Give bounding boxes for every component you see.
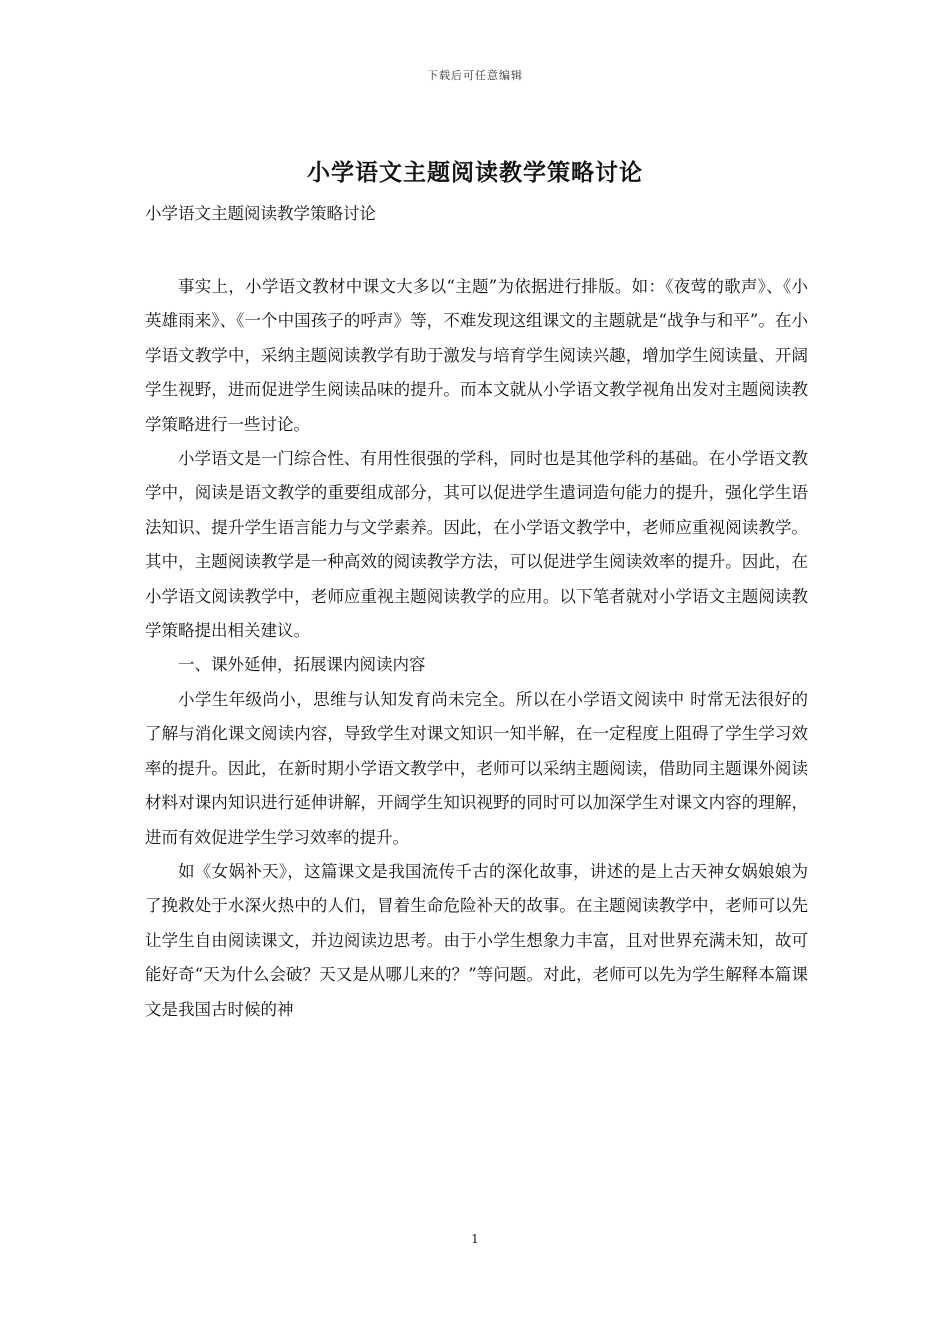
header-note: 下载后可任意编辑 [427,69,523,82]
document-subtitle: 小学语文主题阅读教学策略讨论 [145,204,376,223]
paragraph: 如《女娲补天》，这篇课文是我国流传千古的深化故事，讲述的是上古天神女娲娘娘为了挽救处于水深火热中的人们，冒着生命危险补天的故事。在主题阅读教学中，老师可以先让学生自由阅读课文，并边阅读边思考。由于小学生想象力丰富，且对世界充满未知，故可能好奇“天为什么会破？天又是从哪儿来的？”等问题。对此，老师可以先为学生解释本篇课文是我国古时候的神 [145,861,808,1019]
document-title: 小学语文主题阅读教学策略讨论 [307,159,643,186]
document-body [145,270,808,1027]
paragraph: 小学生年级尚小，思维与认知发育尚未完全。所以在小学语文阅读中 时常无法很好的了解与消化课文阅读内容，导致学生对课文知识一知半解，在一定程度上阻碍了学生学习效率的提升。因此，在新时期小学语文教学中，老师可以采纳主题阅读，借助同主题课外阅读材料对课内知识进行延伸讲解，开阔学生知识视野的同时可以加深学生对课文内容的理解，进而有效促进学生学习效率的提升。 [145,689,808,847]
page-number: 1 [471,1232,479,1246]
paragraph: 事实上，小学语文教材中课文大多以“主题”为依据进行排版。如：《夜莺的歌声》、《小英雄雨来》、《一个中国孩子的呼声》等，不难发现这组课文的主题就是“战争与和平”。在小学语文教学中，采纳主题阅读教学有助于激发与培育学生阅读兴趣，增加学生阅读量、开阔学生视野，进而促进学生阅读品味的提升。而本文就从小学语文教学视角出发对主题阅读教学策略进行一些讨论。 [145,277,808,434]
paragraph: 小学语文是一门综合性、有用性很强的学科，同时也是其他学科的基础。在小学语文教学中，阅读是语文教学的重要组成部分，其可以促进学生遣词造句能力的提升，强化学生语法知识、提升学生语言能力与文学素养。因此，在小学语文教学中，老师应重视阅读教学。其中，主题阅读教学是一种高效的阅读教学方法，可以促进学生阅读效率的提升。因此，在小学语文阅读教学中，老师应重视主题阅读教学的应用。以下笔者就对小学语文主题阅读教学策略提出相关建议。 [145,449,808,641]
section-heading: 一、课外延伸，拓展课内阅读内容 [178,655,426,675]
